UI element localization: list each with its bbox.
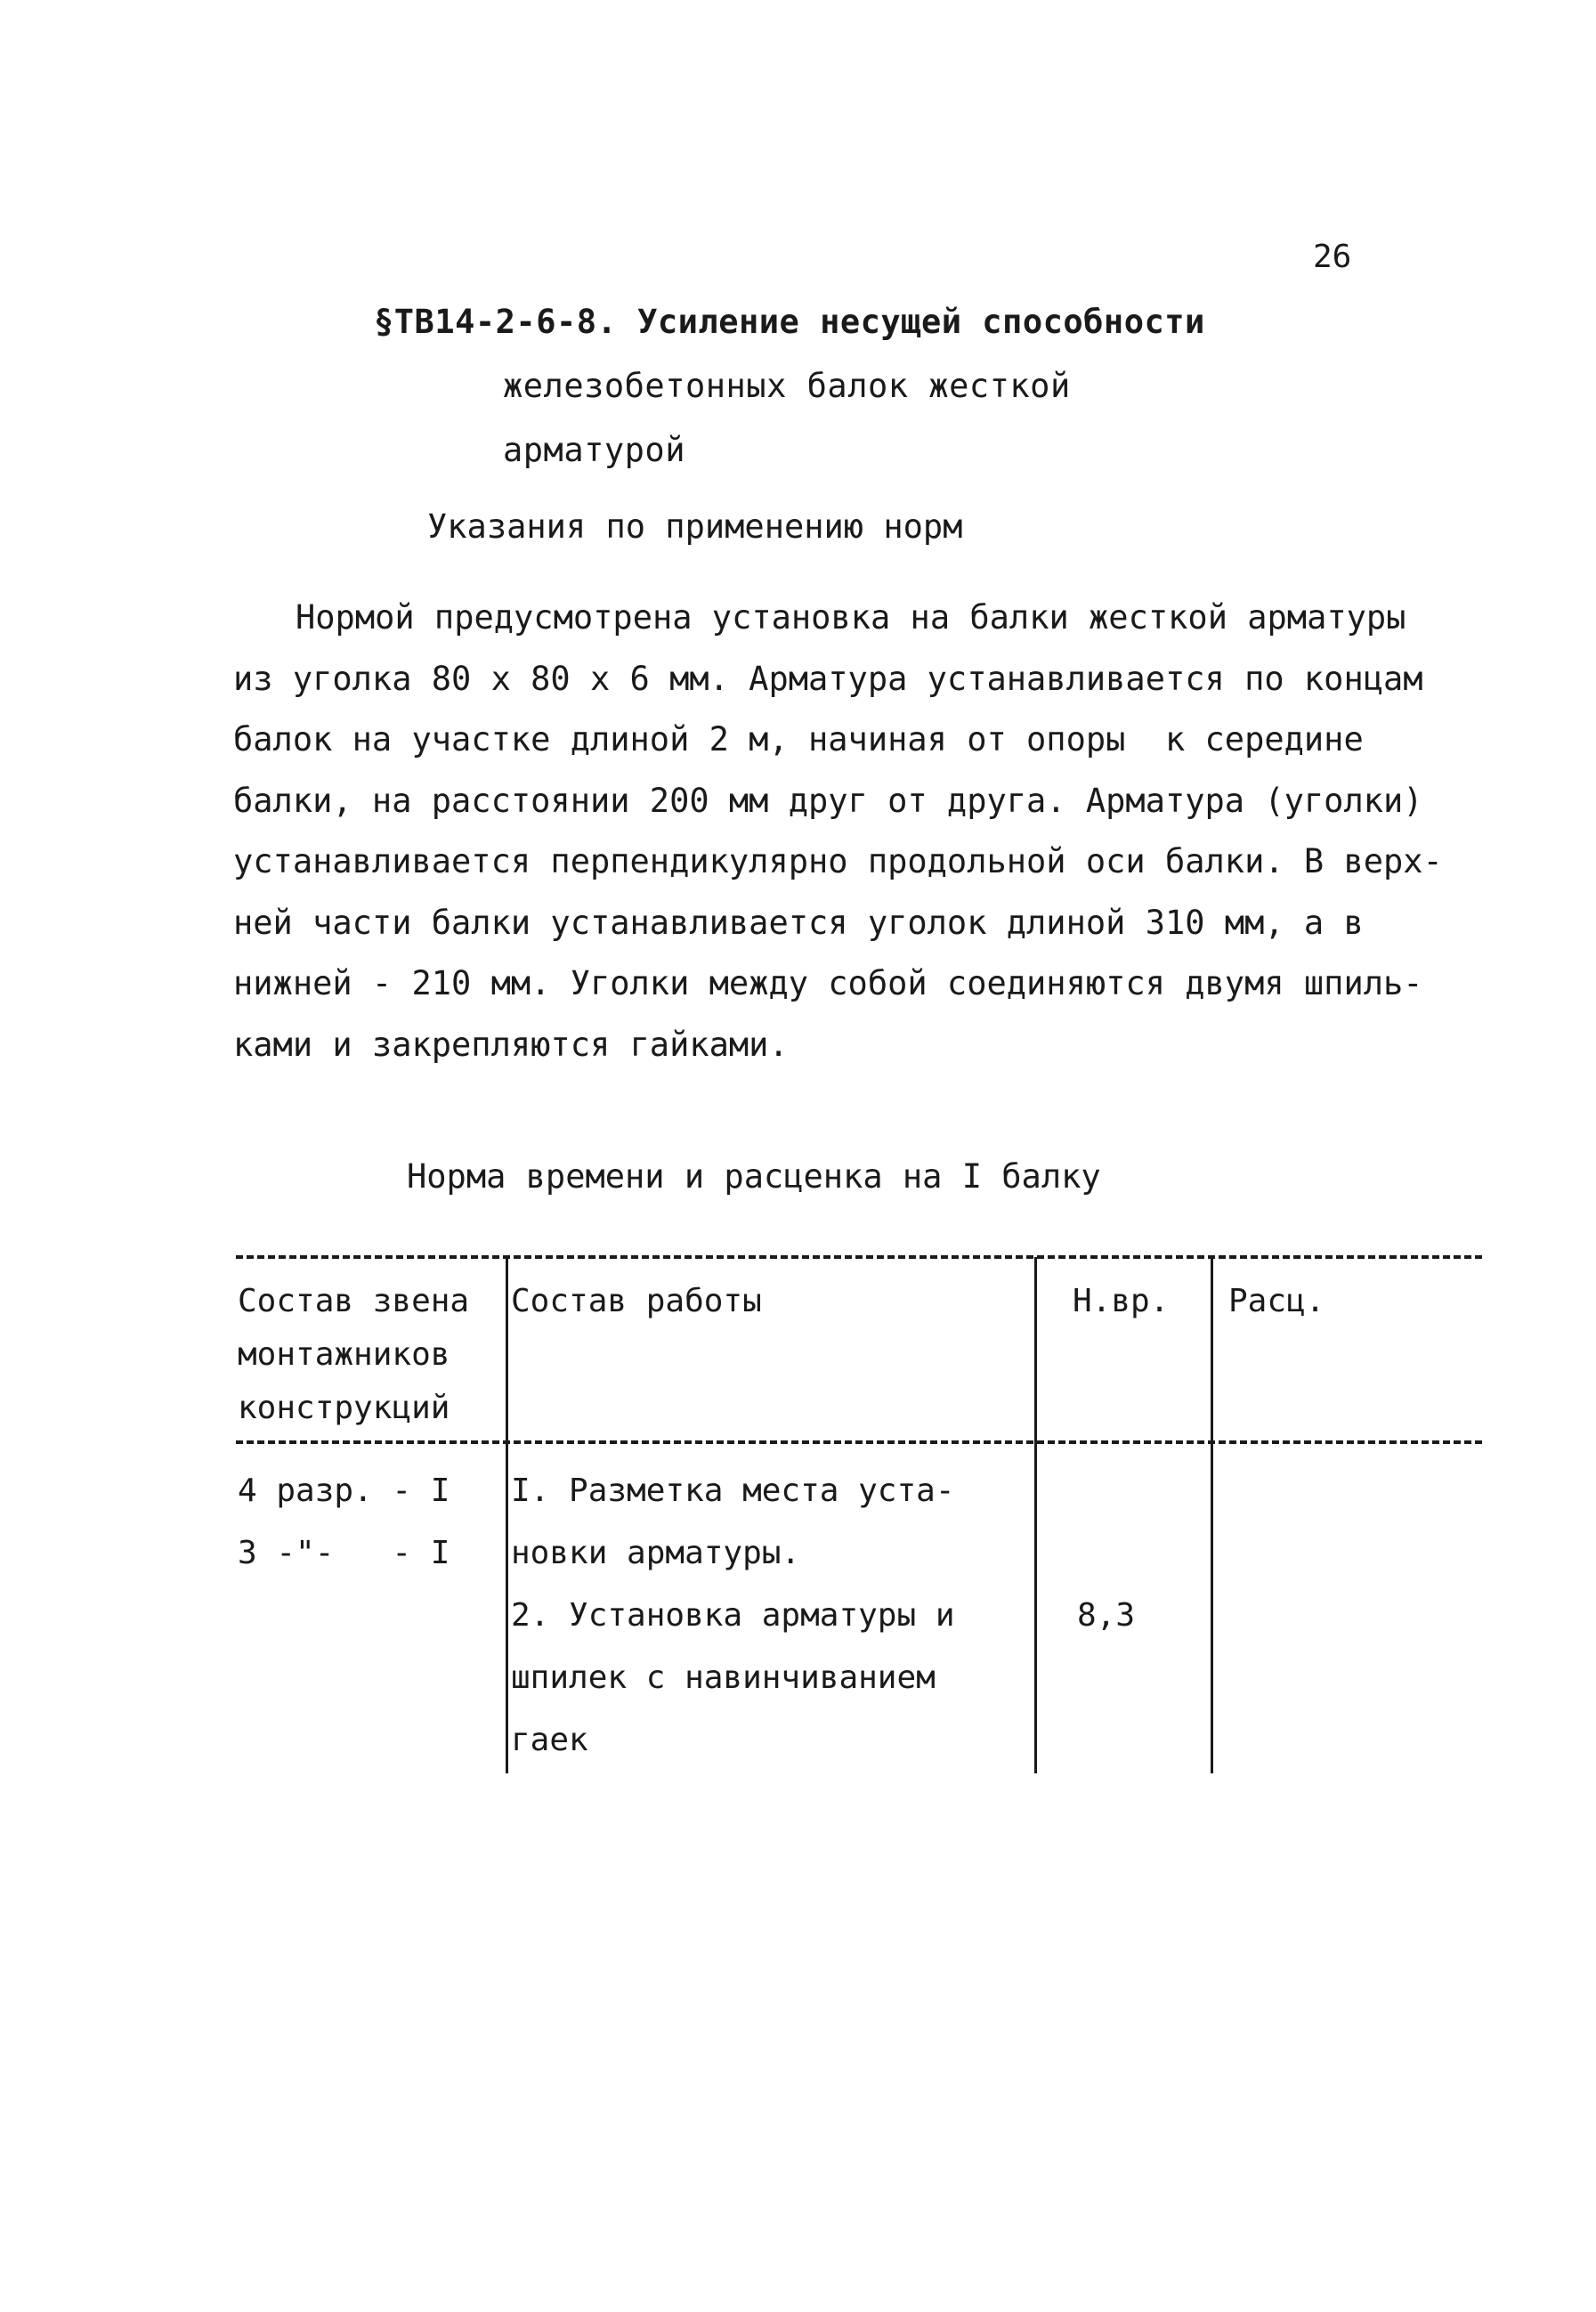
body-line: балки, на расстоянии 200 мм друг от друга. Арматура (уголки) (233, 781, 1423, 820)
crew-line-1: 4 разр. - I (238, 1472, 450, 1509)
work-line-1: I. Разметка места уста- (511, 1472, 955, 1509)
column-divider-3 (1211, 1257, 1213, 1773)
column-divider-1 (506, 1257, 508, 1773)
crew-line-2: 3 -"- - I (238, 1535, 450, 1571)
body-line: нижней - 210 мм. Уголки между собой соединяются двумя шпиль- (233, 964, 1423, 1002)
body-line: Нормой предусмотрена установка на балки жесткой арматуры (296, 598, 1406, 637)
header-crew-line-1: Состав звена (238, 1283, 470, 1319)
header-crew-line-2: монтажников (238, 1336, 450, 1373)
table-header-rule (236, 1440, 1482, 1444)
section-heading-line-2: железобетонных балок жесткой (503, 367, 1071, 405)
section-heading-line-1: §ТВ14-2-6-8. Усиление несущей способности (374, 303, 1205, 341)
table-caption: Норма времени и расценка на I балку (407, 1157, 1101, 1196)
body-line: балок на участке длиной 2 м, начиная от опоры к середине (233, 720, 1364, 758)
work-line-2: новки арматуры. (511, 1535, 801, 1571)
header-crew-line-3: конструкций (238, 1390, 450, 1426)
section-heading-line-3: арматурой (503, 431, 685, 469)
work-line-4: шпилек с навинчиванием (511, 1659, 936, 1696)
header-rate: Расц. (1228, 1283, 1325, 1319)
header-time-norm: Н.вр. (1073, 1283, 1170, 1319)
subheading: Указания по применению норм (427, 507, 963, 546)
body-line: устанавливается перпендикулярно продольной оси балки. В верх- (233, 842, 1443, 880)
table-top-rule (236, 1255, 1482, 1259)
work-line-5: гаек (511, 1722, 588, 1758)
work-line-3: 2. Установка арматуры и (511, 1597, 955, 1634)
column-divider-2 (1034, 1257, 1037, 1773)
body-line: из уголка 80 х 80 х 6 мм. Арматура устанавливается по концам (233, 659, 1423, 698)
page-number: 26 (1313, 239, 1352, 275)
body-line: ками и закрепляются гайками. (233, 1025, 789, 1064)
time-norm-value: 8,3 (1077, 1597, 1136, 1634)
body-line: ней части балки устанавливается уголок длиной 310 мм, а в (233, 903, 1364, 942)
header-work: Состав работы (511, 1283, 762, 1319)
body-paragraph (233, 588, 1443, 1075)
